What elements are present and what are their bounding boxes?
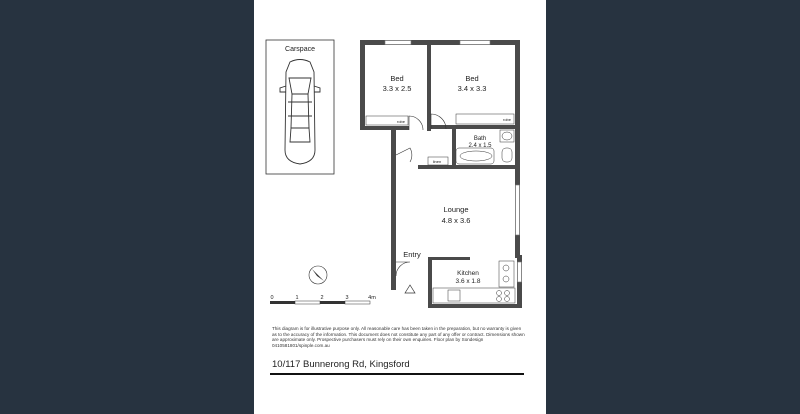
scale-tick-1: 1: [295, 295, 299, 301]
bed2-robe-label: robe: [502, 117, 512, 122]
bed1-name: Bed: [390, 74, 404, 83]
disclaimer-text: This diagram is for illustrative purpose only. All reasonable care has been taken in the preparation, but no warranty is given as to the accuracy of the information. This document does not constitute any part of any offer or contract. Dimensions shown are approximate only. Prospective purchasers must rely on their own enquiries. Floor plan by Sondesign 0410581801/spinple.com.au: [272, 326, 525, 348]
bed1-dims: 3.3 x 2.5: [382, 84, 412, 93]
address-underline: [270, 373, 524, 375]
entry-label: Entry: [403, 250, 421, 259]
scale-tick-2: 2: [320, 295, 324, 301]
linen-label: linen: [432, 159, 442, 164]
bed2-name: Bed: [465, 74, 479, 83]
walls: [360, 40, 522, 308]
carspace-label: Carspace: [285, 46, 315, 53]
carspace: [266, 40, 334, 174]
scale-tick-0: 0: [270, 295, 274, 301]
scale-bar: [270, 295, 376, 304]
scale-tick-3: 3: [345, 295, 349, 301]
bath-dims: 2.4 x 1.5: [468, 143, 492, 149]
property-address: 10/117 Bunnerong Rd, Kingsford: [272, 359, 410, 370]
bath-name: Bath: [473, 136, 487, 142]
lounge-name: Lounge: [443, 205, 469, 214]
car-icon: [280, 60, 320, 165]
kitchen-dims: 3.6 x 1.8: [455, 278, 481, 285]
scale-tick-4: 4m: [368, 295, 376, 301]
bed1-robe-label: robe: [396, 119, 406, 124]
bed2-dims: 3.4 x 3.3: [457, 84, 487, 93]
entry-arrow-icon: [405, 285, 415, 293]
lounge-dims: 4.8 x 3.6: [441, 216, 471, 225]
compass-icon: [309, 266, 327, 284]
kitchen-name: Kitchen: [457, 270, 479, 277]
robes: [366, 114, 514, 125]
